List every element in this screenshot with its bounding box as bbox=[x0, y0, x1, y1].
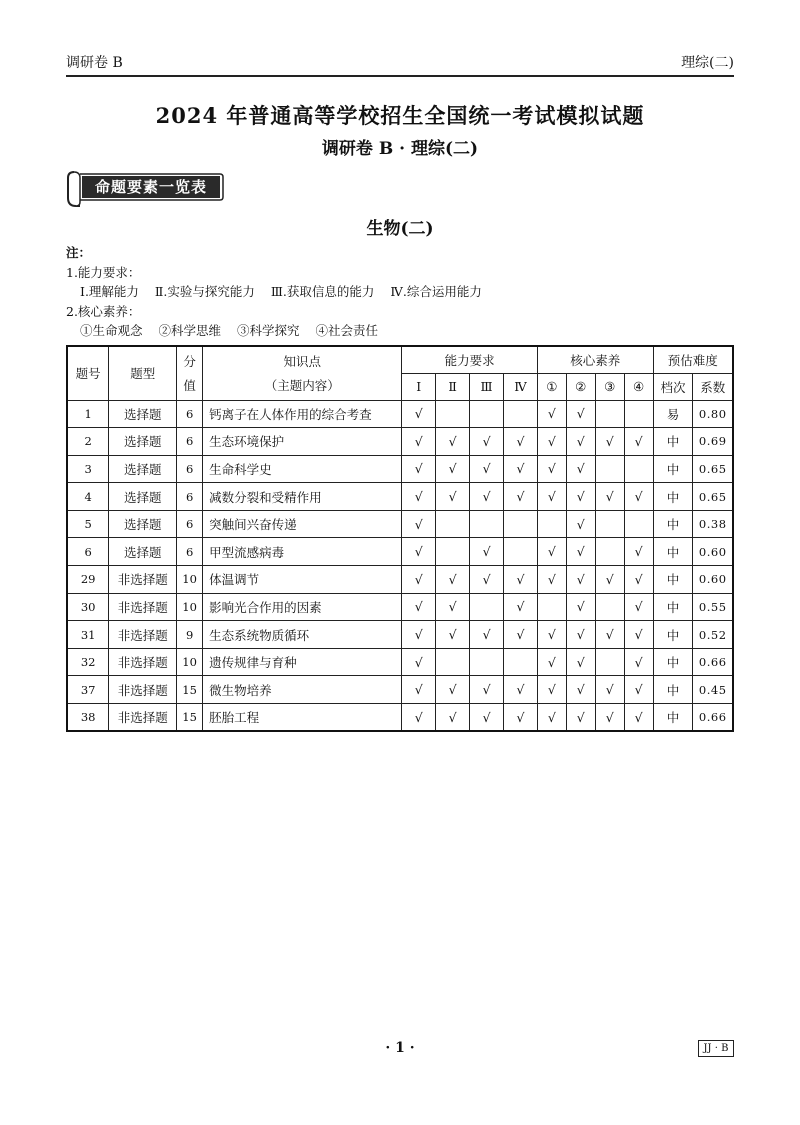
cell-score: 9 bbox=[177, 621, 203, 649]
header-rule bbox=[66, 75, 734, 77]
notes-label: 注： bbox=[66, 245, 92, 260]
cell-level: 中 bbox=[653, 455, 693, 483]
cell-literacy-4: √ bbox=[624, 593, 653, 621]
cell-literacy-2: √ bbox=[566, 648, 595, 676]
cell-coef: 0.65 bbox=[693, 483, 733, 511]
cell-score: 6 bbox=[177, 483, 203, 511]
cell-coef: 0.80 bbox=[693, 400, 733, 428]
notes bbox=[66, 243, 482, 341]
table-row bbox=[67, 621, 733, 649]
cell-ability-3 bbox=[470, 510, 504, 538]
cell-no: 31 bbox=[67, 621, 109, 649]
cell-ability-3: √ bbox=[470, 704, 504, 732]
cell-ability-2 bbox=[436, 400, 470, 428]
header-topic-1: 知识点 bbox=[283, 354, 321, 370]
literacy-title: 2.核心素养： bbox=[66, 303, 141, 319]
cell-literacy-4: √ bbox=[624, 566, 653, 594]
table-row bbox=[67, 676, 733, 704]
cell-ability-3: √ bbox=[470, 538, 504, 566]
header-topic-2: （主题内容） bbox=[264, 378, 340, 394]
cell-coef: 0.52 bbox=[693, 621, 733, 649]
cell-type: 选择题 bbox=[109, 455, 177, 483]
table-row bbox=[67, 566, 733, 594]
cell-literacy-4: √ bbox=[624, 676, 653, 704]
cell-type: 非选择题 bbox=[109, 704, 177, 732]
cell-score: 6 bbox=[177, 538, 203, 566]
cell-ability-3: √ bbox=[470, 483, 504, 511]
header-literacy-col: ④ bbox=[624, 373, 653, 400]
cell-score: 6 bbox=[177, 400, 203, 428]
cell-literacy-4 bbox=[624, 510, 653, 538]
cell-ability-2: √ bbox=[436, 428, 470, 456]
cell-ability-2: √ bbox=[436, 483, 470, 511]
cell-topic: 胚胎工程 bbox=[203, 704, 402, 732]
banner bbox=[66, 168, 224, 208]
cell-literacy-2: √ bbox=[566, 676, 595, 704]
cell-literacy-3 bbox=[595, 510, 624, 538]
table-row bbox=[67, 455, 733, 483]
cell-topic: 突触间兴奋传递 bbox=[203, 510, 402, 538]
cell-ability-2: √ bbox=[436, 455, 470, 483]
cell-literacy-4: √ bbox=[624, 483, 653, 511]
cell-topic: 生命科学史 bbox=[203, 455, 402, 483]
cell-literacy-1: √ bbox=[537, 455, 566, 483]
cell-literacy-4 bbox=[624, 455, 653, 483]
cell-no: 37 bbox=[67, 676, 109, 704]
cell-literacy-1: √ bbox=[537, 538, 566, 566]
cell-no: 30 bbox=[67, 593, 109, 621]
cell-literacy-1: √ bbox=[537, 621, 566, 649]
cell-level: 中 bbox=[653, 538, 693, 566]
literacy-item: ④社会责任 bbox=[315, 323, 379, 338]
cell-literacy-1: √ bbox=[537, 676, 566, 704]
literacy-list bbox=[66, 321, 482, 341]
header-ability-col: Ⅲ bbox=[470, 373, 504, 400]
cell-ability-2 bbox=[436, 538, 470, 566]
cell-literacy-4: √ bbox=[624, 648, 653, 676]
cell-ability-4: √ bbox=[504, 621, 538, 649]
cell-literacy-4: √ bbox=[624, 538, 653, 566]
cell-coef: 0.60 bbox=[693, 538, 733, 566]
cell-topic: 体温调节 bbox=[203, 566, 402, 594]
cell-no: 32 bbox=[67, 648, 109, 676]
table-row bbox=[67, 538, 733, 566]
cell-ability-4 bbox=[504, 400, 538, 428]
cell-no: 4 bbox=[67, 483, 109, 511]
header-literacy-col: ② bbox=[566, 373, 595, 400]
cell-ability-4: √ bbox=[504, 483, 538, 511]
page-number: · 1 · bbox=[385, 1040, 415, 1056]
table-row bbox=[67, 648, 733, 676]
page-subtitle: 调研卷 B · 理综(二) bbox=[321, 139, 479, 159]
cell-literacy-3: √ bbox=[595, 676, 624, 704]
header-ability-col: Ⅰ bbox=[402, 373, 436, 400]
header-ability: 能力要求 bbox=[402, 346, 538, 373]
header-literacy-col: ① bbox=[537, 373, 566, 400]
cell-literacy-2: √ bbox=[566, 566, 595, 594]
cell-topic: 生态系统物质循环 bbox=[203, 621, 402, 649]
ability-list bbox=[66, 282, 482, 302]
cell-ability-3 bbox=[470, 593, 504, 621]
cell-level: 中 bbox=[653, 704, 693, 732]
cell-ability-1: √ bbox=[402, 510, 436, 538]
cell-ability-4: √ bbox=[504, 455, 538, 483]
table-row bbox=[67, 510, 733, 538]
cell-no: 1 bbox=[67, 400, 109, 428]
cell-literacy-2: √ bbox=[566, 400, 595, 428]
cell-type: 非选择题 bbox=[109, 621, 177, 649]
cell-coef: 0.60 bbox=[693, 566, 733, 594]
header-topic bbox=[203, 346, 402, 400]
cell-literacy-3: √ bbox=[595, 483, 624, 511]
spec-table bbox=[66, 345, 734, 732]
cell-score: 15 bbox=[177, 704, 203, 732]
cell-literacy-1 bbox=[537, 593, 566, 621]
cell-coef: 0.66 bbox=[693, 648, 733, 676]
table-row bbox=[67, 704, 733, 732]
cell-literacy-4: √ bbox=[624, 621, 653, 649]
cell-literacy-4: √ bbox=[624, 428, 653, 456]
table-body bbox=[67, 400, 733, 731]
cell-literacy-3 bbox=[595, 400, 624, 428]
cell-ability-1: √ bbox=[402, 400, 436, 428]
cell-literacy-2: √ bbox=[566, 510, 595, 538]
cell-type: 选择题 bbox=[109, 400, 177, 428]
cell-type: 选择题 bbox=[109, 483, 177, 511]
header-level: 档次 bbox=[653, 373, 693, 400]
cell-ability-1: √ bbox=[402, 621, 436, 649]
cell-literacy-3: √ bbox=[595, 428, 624, 456]
cell-ability-1: √ bbox=[402, 428, 436, 456]
cell-level: 中 bbox=[653, 593, 693, 621]
cell-ability-4: √ bbox=[504, 676, 538, 704]
cell-score: 6 bbox=[177, 428, 203, 456]
header-type: 题型 bbox=[109, 346, 177, 400]
section-title: 生物(二) bbox=[366, 219, 434, 239]
cell-level: 中 bbox=[653, 483, 693, 511]
cell-score: 10 bbox=[177, 593, 203, 621]
cell-type: 选择题 bbox=[109, 428, 177, 456]
header-literacy: 核心素养 bbox=[537, 346, 653, 373]
cell-literacy-2: √ bbox=[566, 455, 595, 483]
cell-literacy-1: √ bbox=[537, 566, 566, 594]
header-score bbox=[177, 346, 203, 400]
cell-score: 6 bbox=[177, 510, 203, 538]
cell-ability-3: √ bbox=[470, 621, 504, 649]
cell-ability-4 bbox=[504, 538, 538, 566]
cell-coef: 0.38 bbox=[693, 510, 733, 538]
cell-level: 中 bbox=[653, 676, 693, 704]
cell-topic: 影响光合作用的因素 bbox=[203, 593, 402, 621]
cell-level: 中 bbox=[653, 621, 693, 649]
header-coef: 系数 bbox=[693, 373, 733, 400]
cell-literacy-2: √ bbox=[566, 704, 595, 732]
cell-ability-2: √ bbox=[436, 593, 470, 621]
cell-topic: 生态环境保护 bbox=[203, 428, 402, 456]
cell-type: 非选择题 bbox=[109, 566, 177, 594]
header-right: 理综(二) bbox=[681, 55, 734, 71]
cell-ability-4: √ bbox=[504, 428, 538, 456]
cell-ability-1: √ bbox=[402, 593, 436, 621]
cell-type: 非选择题 bbox=[109, 648, 177, 676]
banner-label: 命题要素一览表 bbox=[82, 176, 220, 198]
cell-level: 中 bbox=[653, 510, 693, 538]
header-ability-col: Ⅳ bbox=[504, 373, 538, 400]
cell-ability-2 bbox=[436, 510, 470, 538]
header-score-2: 值 bbox=[183, 378, 196, 394]
cell-level: 中 bbox=[653, 566, 693, 594]
cell-literacy-1: √ bbox=[537, 648, 566, 676]
ability-title: 1.能力要求： bbox=[66, 264, 141, 280]
cell-literacy-1: √ bbox=[537, 400, 566, 428]
table-row bbox=[67, 428, 733, 456]
cell-literacy-2: √ bbox=[566, 621, 595, 649]
cell-literacy-3 bbox=[595, 593, 624, 621]
cell-topic: 减数分裂和受精作用 bbox=[203, 483, 402, 511]
cell-coef: 0.69 bbox=[693, 428, 733, 456]
cell-ability-4: √ bbox=[504, 704, 538, 732]
cell-coef: 0.66 bbox=[693, 704, 733, 732]
page-title: 2024 年普通高等学校招生全国统一考试模拟试题 bbox=[155, 103, 645, 128]
table-row bbox=[67, 593, 733, 621]
cell-literacy-3 bbox=[595, 455, 624, 483]
cell-level: 易 bbox=[653, 400, 693, 428]
cell-score: 10 bbox=[177, 648, 203, 676]
cell-ability-1: √ bbox=[402, 483, 436, 511]
cell-type: 选择题 bbox=[109, 538, 177, 566]
cell-topic: 遗传规律与育种 bbox=[203, 648, 402, 676]
cell-ability-3: √ bbox=[470, 428, 504, 456]
cell-topic: 甲型流感病毒 bbox=[203, 538, 402, 566]
cell-literacy-1 bbox=[537, 510, 566, 538]
cell-ability-1: √ bbox=[402, 704, 436, 732]
literacy-item: ①生命观念 bbox=[80, 323, 143, 338]
cell-literacy-3 bbox=[595, 648, 624, 676]
cell-ability-1: √ bbox=[402, 455, 436, 483]
cell-literacy-1: √ bbox=[537, 428, 566, 456]
cell-no: 3 bbox=[67, 455, 109, 483]
header-literacy-col: ③ bbox=[595, 373, 624, 400]
cell-topic: 微生物培养 bbox=[203, 676, 402, 704]
header-difficulty: 预估难度 bbox=[653, 346, 733, 373]
cell-literacy-1: √ bbox=[537, 704, 566, 732]
header-left: 调研卷 B bbox=[66, 55, 123, 71]
cell-ability-1: √ bbox=[402, 648, 436, 676]
cell-level: 中 bbox=[653, 648, 693, 676]
ability-item: Ⅲ.获取信息的能力 bbox=[270, 284, 375, 299]
cell-ability-4 bbox=[504, 648, 538, 676]
cell-type: 非选择题 bbox=[109, 593, 177, 621]
cell-score: 6 bbox=[177, 455, 203, 483]
cell-no: 29 bbox=[67, 566, 109, 594]
cell-ability-3: √ bbox=[470, 566, 504, 594]
cell-level: 中 bbox=[653, 428, 693, 456]
cell-ability-3: √ bbox=[470, 455, 504, 483]
cell-ability-1: √ bbox=[402, 566, 436, 594]
cell-ability-3 bbox=[470, 400, 504, 428]
cell-ability-2: √ bbox=[436, 704, 470, 732]
cell-literacy-2: √ bbox=[566, 428, 595, 456]
ability-item: Ⅱ.实验与探究能力 bbox=[154, 284, 255, 299]
cell-ability-2: √ bbox=[436, 676, 470, 704]
cell-topic: 钙离子在人体作用的综合考查 bbox=[203, 400, 402, 428]
cell-coef: 0.65 bbox=[693, 455, 733, 483]
ability-item: Ⅳ.综合运用能力 bbox=[390, 284, 482, 299]
cell-literacy-2: √ bbox=[566, 593, 595, 621]
cell-ability-4 bbox=[504, 510, 538, 538]
cell-literacy-3: √ bbox=[595, 704, 624, 732]
cell-score: 15 bbox=[177, 676, 203, 704]
literacy-item: ②科学思维 bbox=[158, 323, 222, 338]
running-header bbox=[66, 50, 734, 72]
cell-literacy-3: √ bbox=[595, 566, 624, 594]
cell-coef: 0.55 bbox=[693, 593, 733, 621]
ability-item: Ⅰ.理解能力 bbox=[80, 284, 139, 299]
cell-ability-1: √ bbox=[402, 538, 436, 566]
cell-ability-2: √ bbox=[436, 621, 470, 649]
cell-literacy-2: √ bbox=[566, 483, 595, 511]
cell-type: 选择题 bbox=[109, 510, 177, 538]
cell-no: 6 bbox=[67, 538, 109, 566]
table-row bbox=[67, 400, 733, 428]
cell-literacy-3 bbox=[595, 538, 624, 566]
cell-ability-3: √ bbox=[470, 676, 504, 704]
table-row bbox=[67, 483, 733, 511]
cell-literacy-2: √ bbox=[566, 538, 595, 566]
header-ability-col: Ⅱ bbox=[436, 373, 470, 400]
cell-ability-2 bbox=[436, 648, 470, 676]
paper-code: JJ · B bbox=[698, 1040, 734, 1057]
cell-no: 2 bbox=[67, 428, 109, 456]
literacy-item: ③科学探究 bbox=[237, 323, 300, 338]
cell-no: 38 bbox=[67, 704, 109, 732]
cell-ability-3 bbox=[470, 648, 504, 676]
cell-ability-4: √ bbox=[504, 593, 538, 621]
cell-literacy-4 bbox=[624, 400, 653, 428]
cell-literacy-1: √ bbox=[537, 483, 566, 511]
cell-ability-4: √ bbox=[504, 566, 538, 594]
cell-coef: 0.45 bbox=[693, 676, 733, 704]
header-score-1: 分 bbox=[183, 354, 196, 370]
cell-score: 10 bbox=[177, 566, 203, 594]
cell-type: 非选择题 bbox=[109, 676, 177, 704]
cell-ability-1: √ bbox=[402, 676, 436, 704]
cell-literacy-3: √ bbox=[595, 621, 624, 649]
header-no: 题号 bbox=[67, 346, 109, 400]
cell-ability-2: √ bbox=[436, 566, 470, 594]
cell-no: 5 bbox=[67, 510, 109, 538]
cell-literacy-4: √ bbox=[624, 704, 653, 732]
